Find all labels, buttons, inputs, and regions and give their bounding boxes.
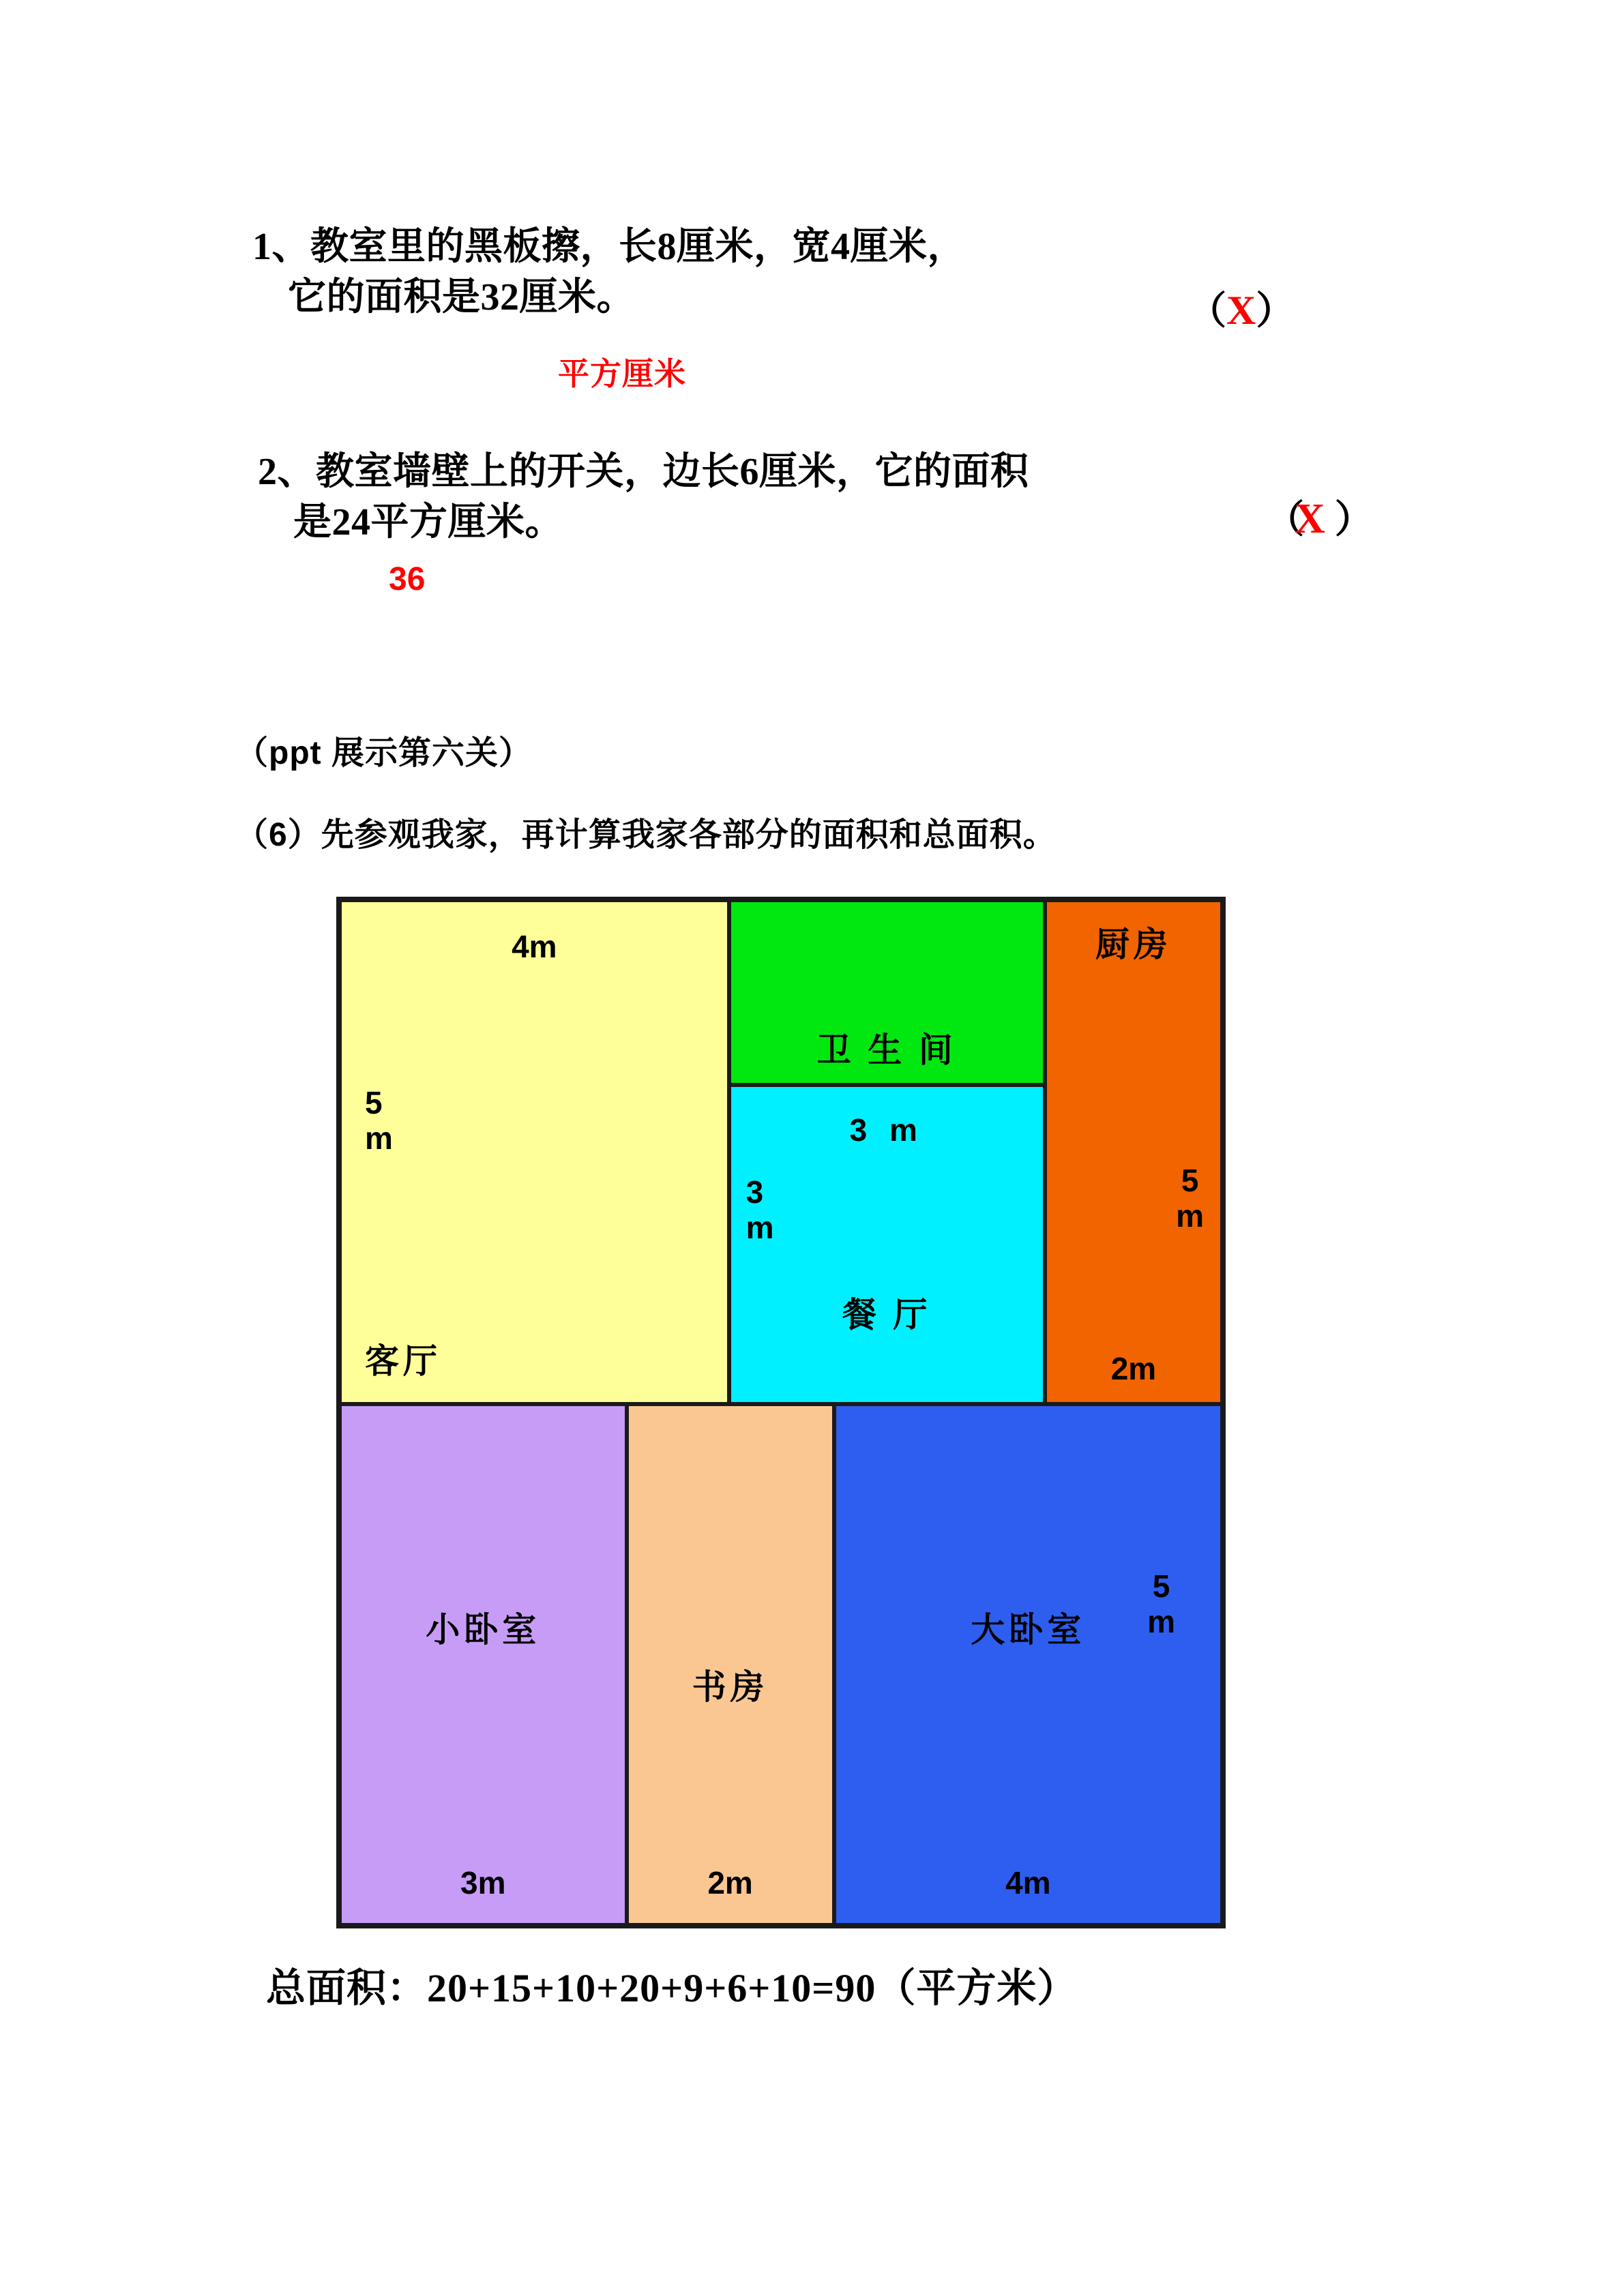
- dining-room-height-unit: m: [745, 1209, 774, 1245]
- kitchen-height-unit: m: [1176, 1198, 1204, 1234]
- dining-room-name: 餐 厅: [842, 1296, 932, 1335]
- ppt-cue-text: （ppt 展示第六关）: [235, 735, 532, 771]
- master-bedroom-height-number: 5: [1152, 1568, 1170, 1605]
- living-room-height-unit: m: [365, 1120, 393, 1156]
- total-area-line: 总面积：20+15+10+20+9+6+10=90（平方米）: [266, 1966, 1078, 2010]
- dining-room-height-number: 3: [745, 1174, 764, 1210]
- living-room-width-label: 4m: [512, 929, 557, 964]
- room-small-bedroom: [340, 1404, 627, 1925]
- room-bathroom: [729, 900, 1045, 1085]
- kitchen-width-label: 2m: [1110, 1351, 1157, 1387]
- question-1-paren-close: ）: [1256, 290, 1295, 333]
- question-2-correction: 36: [389, 561, 426, 597]
- dining-room-width-label: 3 m: [849, 1112, 924, 1148]
- question-2-line-1: 2、教室墙壁上的开关，边长6厘米，它的面积: [258, 451, 1029, 493]
- small-bedroom-width-label: 3m: [460, 1864, 506, 1900]
- room-master-bedroom: [834, 1404, 1222, 1925]
- question-2-paren-open: （: [1266, 499, 1304, 541]
- study-name: 书房: [692, 1668, 769, 1707]
- master-bedroom-height-unit: m: [1147, 1604, 1175, 1640]
- floorplan-diagram: [336, 897, 1226, 1928]
- living-room-name: 客厅: [365, 1342, 441, 1381]
- room-kitchen: [1045, 900, 1222, 1404]
- true-false-question-1: [252, 222, 966, 323]
- question-1-line-1: 1、教室里的黑板擦，长8厘米，宽4厘米，: [252, 226, 966, 268]
- question-1-cross-icon: X: [1226, 288, 1256, 333]
- question-1-line-2: 它的面积是32厘米。: [288, 276, 635, 318]
- question-2-paren-close: ）: [1334, 499, 1373, 541]
- question-2-line-2: 是24平方厘米。: [293, 501, 563, 543]
- question-1-answer-mark: [1188, 281, 1294, 336]
- kitchen-height-number: 5: [1181, 1163, 1199, 1198]
- small-bedroom-name: 小卧室: [426, 1611, 541, 1650]
- kitchen-height-label: [1176, 1163, 1204, 1234]
- room-dining-room: [729, 1085, 1045, 1405]
- kitchen-name: 厨房: [1095, 925, 1172, 964]
- question-1-correction: 平方厘米: [558, 357, 686, 391]
- task-heading: （6）先参观我家，再计算我家各部分的面积和总面积。: [235, 817, 1057, 853]
- question-2-answer-mark: [1266, 490, 1373, 544]
- question-2-cross-icon: X: [1295, 496, 1325, 542]
- room-living-room: [340, 900, 729, 1404]
- master-bedroom-name: 大卧室: [971, 1611, 1086, 1650]
- room-study: [627, 1404, 834, 1925]
- dining-room-height-label: [746, 1174, 774, 1245]
- bathroom-name: 卫 生 间: [816, 1030, 957, 1069]
- living-room-height-number: 5: [365, 1085, 383, 1120]
- master-bedroom-width-label: 4m: [1005, 1864, 1051, 1900]
- question-1-paren-open: （: [1188, 290, 1226, 333]
- master-bedroom-height-label: [1147, 1568, 1175, 1639]
- living-room-height-label: [365, 1085, 393, 1156]
- true-false-question-2: [258, 447, 1029, 548]
- study-width-label: 2m: [707, 1864, 753, 1900]
